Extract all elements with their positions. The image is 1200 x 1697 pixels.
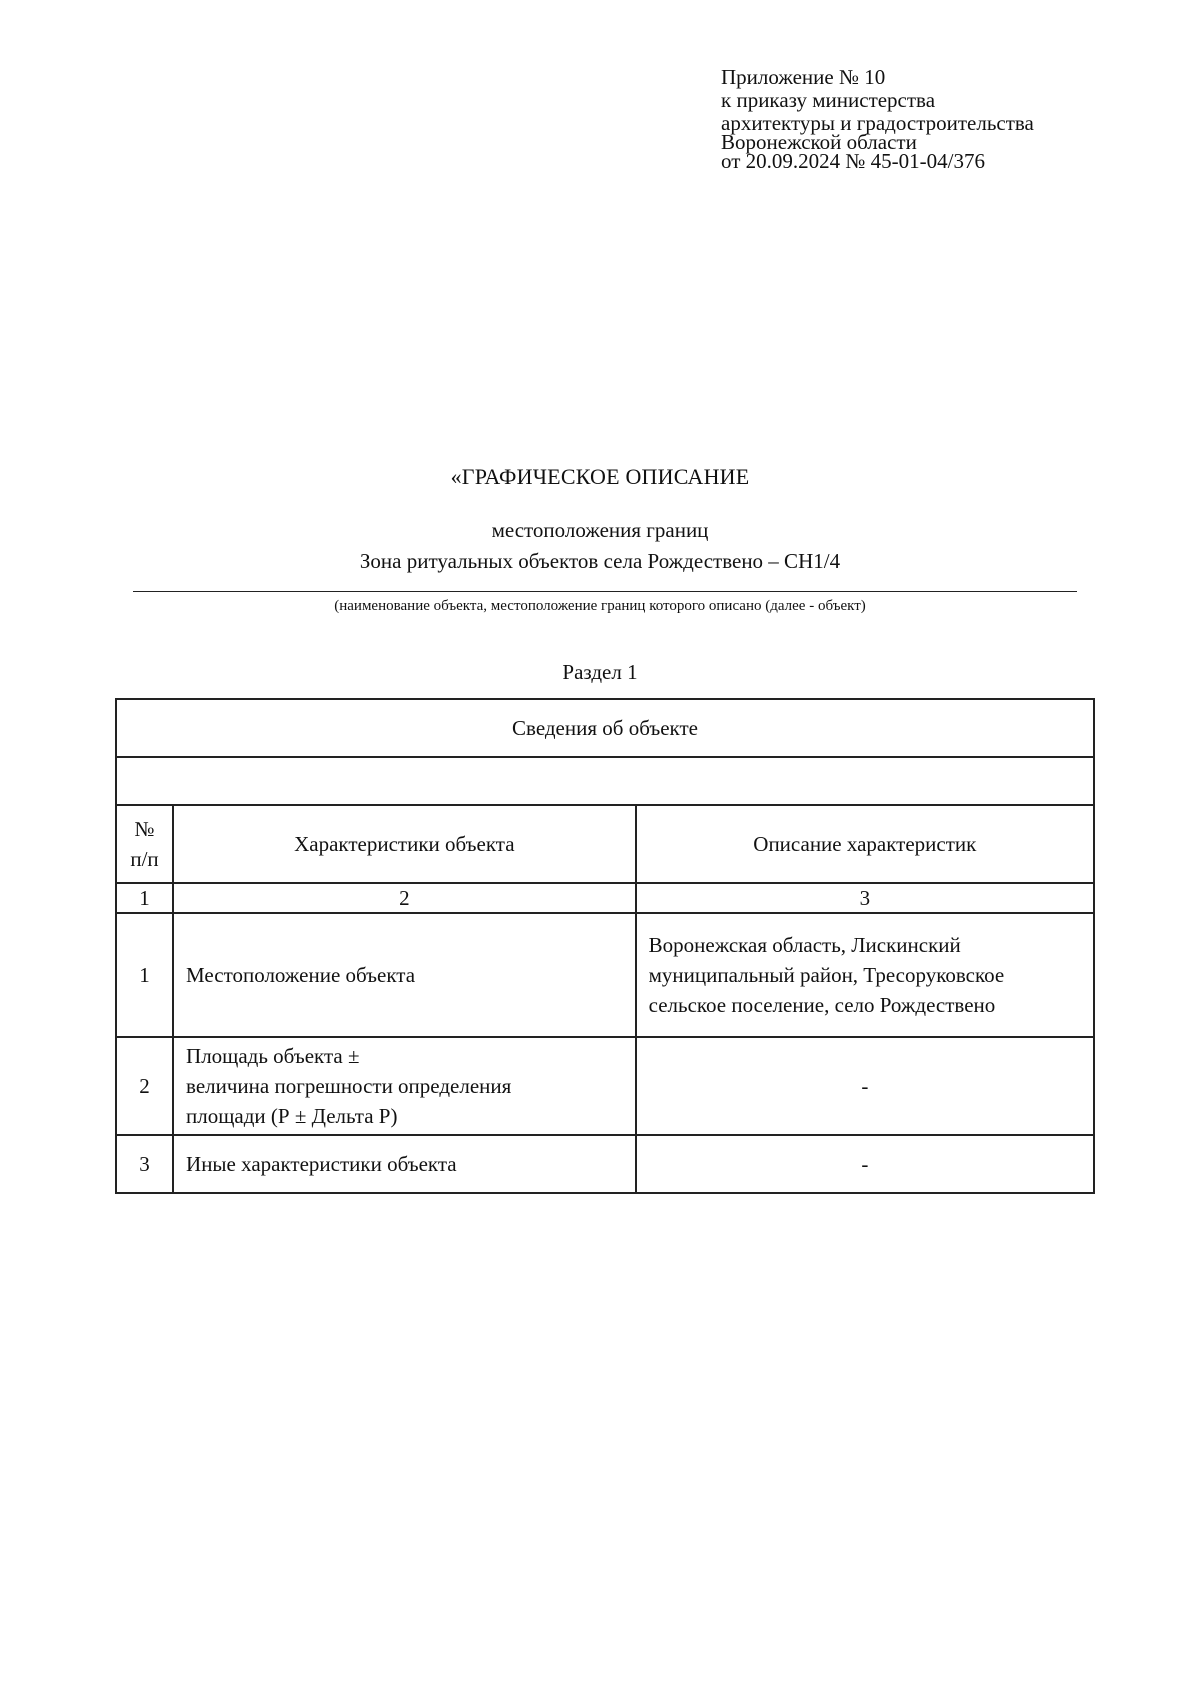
object-name: Зона ритуальных объектов села Рождествено – СН1/4 xyxy=(359,549,841,573)
row-desc-cell: - xyxy=(636,1135,1094,1193)
header-num-cell xyxy=(116,805,173,883)
appendix-line: Приложение № 10 xyxy=(721,65,886,89)
appendix-line: к приказу министерства xyxy=(721,88,936,112)
table-empty-row xyxy=(116,757,1094,805)
table-numbering-row xyxy=(116,883,1094,913)
document-title: «ГРАФИЧЕСКОЕ ОПИСАНИЕ xyxy=(450,464,750,489)
row-char-line: величина погрешности определения xyxy=(186,1074,512,1098)
row-num-cell: 1 xyxy=(116,913,173,1037)
row-desc-line: муниципальный район, Тресоруковское xyxy=(648,963,1005,987)
underline-note: (наименование объекта, местоположение границ которого описано (далее - объект) xyxy=(334,598,866,614)
section-title: Раздел 1 xyxy=(562,660,638,684)
table-caption-row xyxy=(116,699,1094,757)
document-subtitle: местоположения границ xyxy=(491,518,709,542)
row-desc-cell: - xyxy=(636,1037,1094,1135)
appendix-line: Воронежской области xyxy=(721,130,917,154)
underline-rule xyxy=(133,591,1077,592)
appendix-line: от 20.09.2024 № 45-01-04/376 xyxy=(721,149,986,173)
table-row xyxy=(116,913,1094,1037)
row-num-cell: 2 xyxy=(116,1037,173,1135)
row-desc-line: Воронежская область, Лискинский xyxy=(648,933,961,957)
table-row xyxy=(116,1135,1094,1193)
appendix-line: архитектуры и градостроительства xyxy=(721,111,1034,135)
object-info-table xyxy=(115,698,1095,1194)
row-char-cell: Местоположение объекта xyxy=(173,913,636,1037)
header-num-line: № xyxy=(134,817,155,841)
row-desc-line: сельское поселение, село Рождествено xyxy=(648,993,996,1017)
row-char-line: Площадь объекта ± xyxy=(186,1044,360,1068)
row-char-cell: Иные характеристики объекта xyxy=(173,1135,636,1193)
table-header-row xyxy=(116,805,1094,883)
empty-cell xyxy=(116,757,1094,805)
header-num-line: п/п xyxy=(130,847,159,871)
row-char-line: площади (Р ± Дельта Р) xyxy=(186,1104,398,1128)
header-char-cell: Характеристики объекта xyxy=(173,805,636,883)
appendix-header xyxy=(721,66,1034,173)
numbering-cell: 2 xyxy=(173,883,636,913)
row-char-cell xyxy=(173,1037,636,1135)
row-desc-cell xyxy=(636,913,1094,1037)
row-num-cell: 3 xyxy=(116,1135,173,1193)
numbering-cell: 1 xyxy=(116,883,173,913)
header-desc-cell: Описание характеристик xyxy=(636,805,1094,883)
numbering-cell: 3 xyxy=(636,883,1094,913)
table-row xyxy=(116,1037,1094,1135)
table-caption: Сведения об объекте xyxy=(116,699,1094,757)
